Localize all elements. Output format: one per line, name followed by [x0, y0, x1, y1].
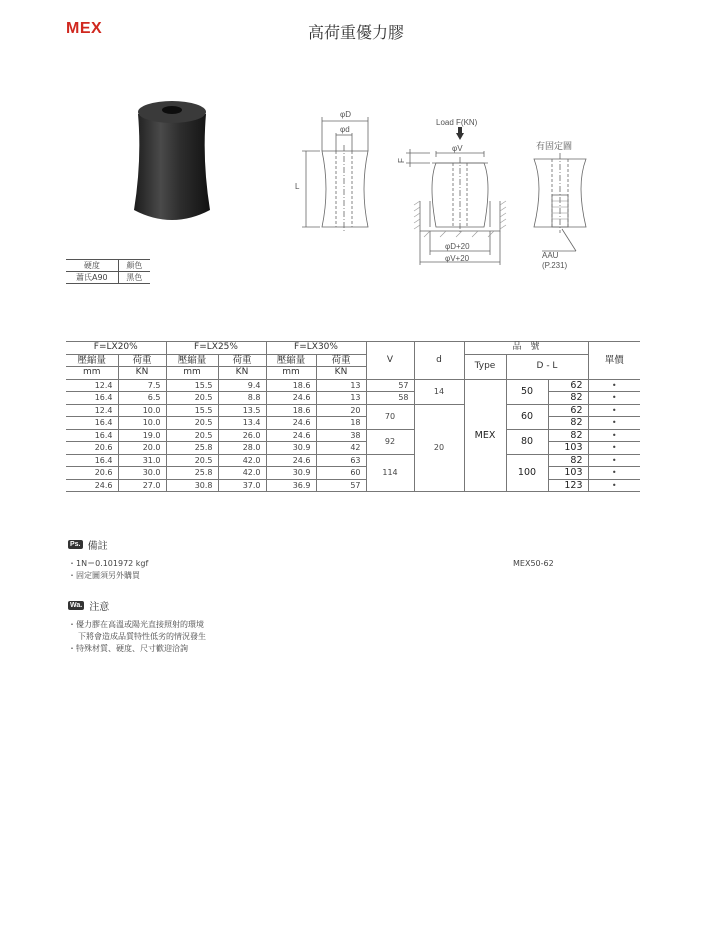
- cell: 42: [316, 442, 366, 455]
- ps-tag: Ps.: [70, 541, 81, 548]
- cell: 36.9: [266, 479, 316, 492]
- cell-price: •: [588, 442, 640, 455]
- remarks-list: [68, 558, 148, 582]
- cell: 6.5: [118, 392, 166, 405]
- cell-price: •: [588, 404, 640, 417]
- cell-V: 70: [366, 404, 414, 429]
- cell-price: •: [588, 479, 640, 492]
- page-title: 高荷重優力膠: [307, 23, 404, 42]
- caution-item: ・優力膠在高溫或陽光直接照射的環境: [68, 620, 204, 629]
- cell-price: •: [588, 429, 640, 442]
- cell: 30.9: [266, 467, 316, 480]
- cell: 18: [316, 417, 366, 430]
- unit-mm-30: mm: [266, 367, 316, 380]
- header-V: V: [366, 342, 414, 380]
- header-price: 單價: [588, 342, 640, 380]
- caution-item-cont: 下將會造成品質特性低劣的情況發生: [78, 632, 206, 641]
- cell: 10.0: [118, 417, 166, 430]
- label-fixed: 有固定圖: [536, 141, 573, 151]
- group-lx30: F=LX30%: [266, 342, 366, 355]
- cell: 15.5: [166, 404, 218, 417]
- cell: 37.0: [218, 479, 266, 492]
- spec-table: [66, 341, 640, 492]
- hardness-table: [66, 259, 150, 284]
- cell: 20.5: [166, 417, 218, 430]
- cell-L: 82: [548, 429, 588, 442]
- header-comp-25: 壓縮量: [166, 354, 218, 367]
- dimension-drawing: [290, 105, 590, 275]
- cell: 20: [316, 404, 366, 417]
- cell: 20.5: [166, 454, 218, 467]
- hardness-header: 硬度: [66, 260, 118, 272]
- label-aau: AAU: [542, 251, 559, 260]
- cell: 18.6: [266, 404, 316, 417]
- cell: 15.5: [166, 379, 218, 392]
- label-phi-V20: φV+20: [445, 254, 470, 263]
- header-load-25: 荷重: [218, 354, 266, 367]
- cell-V: 114: [366, 454, 414, 492]
- cell-L: 123: [548, 479, 588, 492]
- cell-price: •: [588, 467, 640, 480]
- cell-L: 82: [548, 417, 588, 430]
- cell: 24.6: [266, 417, 316, 430]
- cell-L: 103: [548, 442, 588, 455]
- header-d-l: D - L: [506, 354, 588, 379]
- cell: 57: [316, 479, 366, 492]
- cell-V: 92: [366, 429, 414, 454]
- header-load-30: 荷重: [316, 354, 366, 367]
- table-row: [66, 404, 640, 417]
- cell-V: 57: [366, 379, 414, 392]
- cell: 20.5: [166, 392, 218, 405]
- cell: 16.4: [66, 454, 118, 467]
- cell: 8.8: [218, 392, 266, 405]
- cell-price: •: [588, 392, 640, 405]
- remark-item: ・1N＝0.101972 kgf: [68, 559, 149, 568]
- wa-tag: Wa.: [70, 602, 83, 609]
- cell-d: 14: [414, 379, 464, 404]
- header-part-no: 品 號: [464, 342, 588, 355]
- cell: 30.9: [266, 442, 316, 455]
- label-L: L: [295, 182, 300, 191]
- cell: 13: [316, 392, 366, 405]
- group-lx25: F=LX25%: [166, 342, 266, 355]
- cell: 25.8: [166, 467, 218, 480]
- caution-title: 注意: [89, 602, 110, 613]
- unit-mm-20: mm: [66, 367, 118, 380]
- cell: 19.0: [118, 429, 166, 442]
- cell: 12.4: [66, 379, 118, 392]
- cell-price: •: [588, 454, 640, 467]
- cell: 18.6: [266, 379, 316, 392]
- cell-V: 58: [366, 392, 414, 405]
- table-row: [66, 467, 640, 480]
- cell: 16.4: [66, 429, 118, 442]
- label-phi-V: φV: [452, 144, 463, 153]
- cell: 7.5: [118, 379, 166, 392]
- cell-L: 62: [548, 379, 588, 392]
- cell: 42.0: [218, 454, 266, 467]
- cell-d: 20: [414, 404, 464, 492]
- caution-heading: [68, 595, 109, 614]
- cell: 63: [316, 454, 366, 467]
- cell-D: 80: [506, 429, 548, 454]
- cell: 13.5: [218, 404, 266, 417]
- caution-item: ・特殊材質、硬度、尺寸歡迎洽詢: [68, 644, 188, 653]
- unit-mm-25: mm: [166, 367, 218, 380]
- header-d: d: [414, 342, 464, 380]
- label-phi-D20: φD+20: [445, 242, 470, 251]
- cell: 24.6: [266, 454, 316, 467]
- cell: 26.0: [218, 429, 266, 442]
- cell: 38: [316, 429, 366, 442]
- header-comp-30: 壓縮量: [266, 354, 316, 367]
- label-load: Load F(KN): [436, 118, 478, 127]
- cell-price: •: [588, 417, 640, 430]
- cell: 16.4: [66, 392, 118, 405]
- cell: 42.0: [218, 467, 266, 480]
- cell: 20.6: [66, 467, 118, 480]
- label-page-ref: (P.231): [542, 261, 568, 270]
- cell-D: 60: [506, 404, 548, 429]
- table-row: [66, 379, 640, 392]
- remarks-title: 備註: [87, 541, 108, 552]
- cell: 60: [316, 467, 366, 480]
- cell: 12.4: [66, 404, 118, 417]
- table-row: [66, 429, 640, 442]
- cell: 25.8: [166, 442, 218, 455]
- cell-L: 82: [548, 454, 588, 467]
- unit-kn-20: KN: [118, 367, 166, 380]
- cell: 13.4: [218, 417, 266, 430]
- remarks-heading: [68, 534, 108, 553]
- label-phi-D: φD: [340, 110, 351, 119]
- unit-kn-30: KN: [316, 367, 366, 380]
- cell: 20.5: [166, 429, 218, 442]
- cell-D: 100: [506, 454, 548, 492]
- cell-type: MEX: [464, 379, 506, 492]
- cell: 24.6: [66, 479, 118, 492]
- table-row: [66, 442, 640, 455]
- cell: 28.0: [218, 442, 266, 455]
- remark-item: ・固定圖須另外購買: [68, 571, 140, 580]
- cell: 24.6: [266, 429, 316, 442]
- cell-price: •: [588, 379, 640, 392]
- cell: 20.0: [118, 442, 166, 455]
- color-value: 黑色: [118, 272, 150, 284]
- cell: 16.4: [66, 417, 118, 430]
- cell-L: 82: [548, 392, 588, 405]
- cell: 10.0: [118, 404, 166, 417]
- cell-D: 50: [506, 379, 548, 404]
- cell: 31.0: [118, 454, 166, 467]
- cell-L: 62: [548, 404, 588, 417]
- cell: 24.6: [266, 392, 316, 405]
- cell: 9.4: [218, 379, 266, 392]
- unit-kn-25: KN: [218, 367, 266, 380]
- label-phi-d: φd: [340, 125, 350, 134]
- cell: 30.8: [166, 479, 218, 492]
- table-row: [66, 417, 640, 430]
- label-F: F: [397, 158, 406, 163]
- cell-L: 103: [548, 467, 588, 480]
- cell: 30.0: [118, 467, 166, 480]
- color-header: 顏色: [118, 260, 150, 272]
- table-row: [66, 479, 640, 492]
- cell: 27.0: [118, 479, 166, 492]
- cell: 20.6: [66, 442, 118, 455]
- header-type: Type: [464, 354, 506, 379]
- cell: 13: [316, 379, 366, 392]
- hardness-value: 蕭氏A90: [66, 272, 118, 284]
- caution-list: [68, 619, 206, 655]
- table-row: [66, 454, 640, 467]
- table-row: [66, 392, 640, 405]
- header-comp-20: 壓縮量: [66, 354, 118, 367]
- product-photo: [128, 98, 216, 228]
- group-lx20: F=LX20%: [66, 342, 166, 355]
- brand-label: MEX: [66, 20, 103, 37]
- header-load-20: 荷重: [118, 354, 166, 367]
- order-example: MEX50-62: [513, 559, 554, 568]
